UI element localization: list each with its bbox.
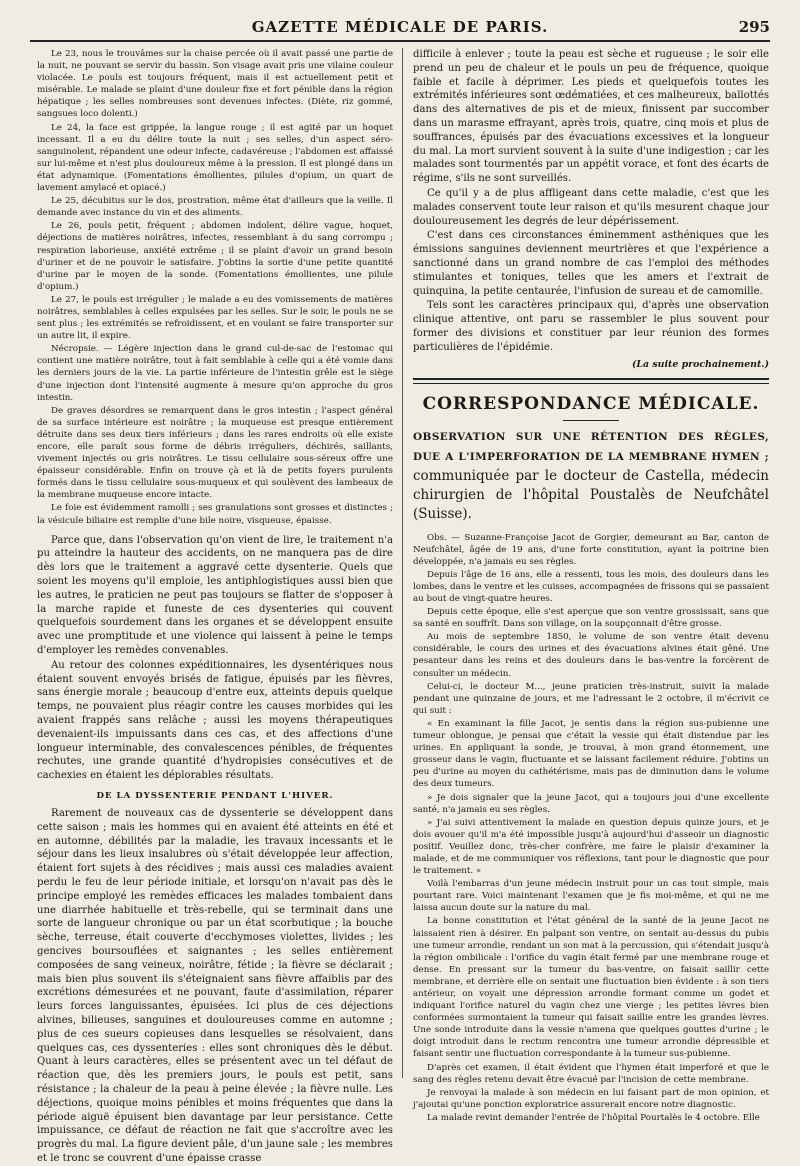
column-divider xyxy=(402,48,403,1078)
observation-paragraph: » Je dois signaler que la jeune Jacot, qui a toujours joui d'une excellente santé, n'a jamais eu ses règles. xyxy=(413,792,769,815)
observation-paragraph: La malade revint demander l'entrée de l'hôpital Pourtalès le 4 octobre. Elle xyxy=(427,1112,760,1123)
observation-paragraph: Obs. — Suzanne-Françoise Jacot de Gorgier, demeurant au Bar, canton de Neufchâtel, âgée de 19 ans, d'une forte constitution, ayant la poitrine bien développée, n'a jamais eu ses règles. xyxy=(413,532,769,567)
case-paragraph: Le foie est évidemment ramolli ; ses granulations sont grosses et distinctes ; la vésicule biliaire est remplie d'une bile noire, visqueuse, épaisse. xyxy=(37,503,393,526)
discussion-paragraph: Au retour des colonnes expéditionnaires, les dysentériques nous étaient souvent envoyés brisés de fatigue, épuisés par les fièvres, sans énergie morale ; beaucoup d'entre eux, atteints depuis quelque temps, ne pouvaient plus réagir contre les causes morbides qui les avaient frappés sans relâche ; aussi les moyens thérapeutiques devenaient-ils impuissants dans ces cas, et des affections d'une longueur interminable, des convalescences pénibles, de fréquentes rechutes, une grande quantité d'hydropisies consécutives et de cachexies en étaient les déplorables résultats. xyxy=(37,659,393,782)
section-heading: DE LA DYSSENTERIE PENDANT L'HIVER. xyxy=(96,791,334,801)
continuation-paragraph: Tels sont les caractères principaux qui, d'après une observation clinique attentive, ont paru se rassembler le plus souvent pour former des divisions et constituer par leur réunion des formes particulières de l'épidémie. xyxy=(413,300,769,353)
observation-title-rest: communiquée par le docteur de Castella, médecin chirurgien de l'hôpital Poustalès de Neufchâtel (Suisse). xyxy=(413,467,769,522)
observation-paragraph: Depuis l'âge de 16 ans, elle a ressenti, tous les mois, des douleurs dans les lombes, dans le ventre et les cuisses, accompagnées de frissons qui se passaient au bout de vingt-quatre heures. xyxy=(413,569,769,604)
continuation-paragraph: difficile à enlever ; toute la peau est sèche et rugueuse ; le soir elle prend un peu de chaleur et le pouls un peu de fréquence, quoique faible et facile à déprimer. Les pieds et quelquefois toutes les extrémités inférieures sont œdématiées, et ces malheureux, ballottés dans des alternatives de pis et de mieux, finissent par succomber dans un marasme effrayant, après trois, quatre, cinq mois et plus de souffrances, épuisés par des évacuations excessives et la longueur du mal. La mort survient souvent à la suite d'une indigestion ; car les malades sont tourmentés par un appétit vorace, et font des écarts de régime, s'ils ne sont surveillés. xyxy=(413,49,769,185)
continuation-paragraph: C'est dans ces circonstances éminemment asthéniques que les émissions sanguines deviennent meurtrières et que l'expérience a sanctionné dans un grand nombre de cas l'emploi des méthodes stimulantes et toniques, telles que les amers et l'extrait de quinquina, la petite centaurée, l'infusion de sureau et de camomille. xyxy=(413,230,769,297)
case-paragraph: De graves désordres se remarquent dans le gros intestin ; l'aspect général de sa surface intérieure est noirâtre ; la muqueuse est presque entièrement détruite dans ses deux tiers inférieurs ; dans les rares endroits où elle existe encore, elle paraît sous forme de débris irréguliers, déchirés, saillants, vivement injectés ou gris noirâtres. Le tissu cellulaire sous-séreux offre une épaisseur considérable. Enfin on trouve çà et là de petits foyers purulents formés dans le tissu cellulaire sous-muqueux et qui soulèvent des lambeaux de la membrane muqueuse encore intacte. xyxy=(37,405,393,501)
winter-paragraph: Rarement de nouveaux cas de dyssenterie se développent dans cette saison ; mais les hommes qui en avaient été atteints en été et en automne, débilités par la maladie, les travaux incessants et le séjour dans les lieux insalubres où s'était développée leur affection, étaient fort sujets à des récidives ; mais aussi ces maladies avaient perdu le feu de leur période initiale, et lorsqu'on n'avait pas dès le principe employé les remèdes efficaces les malades tombaient dans une diarrhée habituelle et très-rebelle, qui se terminait dans une sorte de langueur chronique ou par un état scorbutique ; la bouche sèche, terreuse, était couverte d'ecchymoses violettes, livides ; les gencives boursouflées et saignantes ; les selles entièrement composées de sang veineux, noirâtre, fétide ; la fièvre se déclarait ; mais bien plus souvent ils s'éteignaient sans fièvre affaiblis par des excrétions démesurées et ne pouvant, faute d'assimilation, réparer leurs forces languissantes, épuisées. Ici plus de ces déjections alvines, bilieuses, sanguines et douloureuses comme en automne ; plus de ces sueurs copieuses dans lesquelles se résolvaient, dans quelques cas, ces dyssenteries : elles sont chroniques dès le début. Quant à leurs caractères, elles se présentent avec un tel défaut de réaction que, dès les premiers jours, le pouls est petit, sans résistance ; la chaleur de la peau à peine élevée ; la fièvre nulle. Les déjections, quoique moins pénibles et moins fréquentes que dans la période aiguë épuisent bien davantage par leur persistance. Cette impuissance, ce défaut de réaction ne fait que s'accroître avec les progrès du mal. La figure devient pâle, d'un jaune sale ; les membres et le tronc se couvrent d'une épaisse crasse xyxy=(37,808,393,1164)
left-column xyxy=(37,48,393,1164)
correspondence-heading: CORRESPONDANCE MÉDICALE. xyxy=(422,393,760,414)
observation-paragraph: Au mois de septembre 1850, le volume de son ventre était devenu considérable, le cours des urines et des évacuations alvines était gêné. Une pesanteur dans les reins et des douleurs dans le bas-ventre la forcèrent de consulter un médecin. xyxy=(413,632,769,679)
observation-title-caps: OBSERVATION SUR UNE RÉTENTION DES RÈGLES, DUE A L'IMPERFORATION DE LA MEMBRANE HYMEN ; xyxy=(413,430,769,463)
case-paragraph: Le 23, nous le trouvâmes sur la chaise percée où il avait passé une partie de la nuit, ne pouvant se servir du bassin. Son visage avait pris une vilaine couleur violacée. Le pouls est toujours fréquent, mais il est actuellement petit et misérable. Le malade se plaint d'une douleur fixe et fort pénible dans la région hépatique ; les selles nombreuses sont devenues infectes. (Diète, riz gommé, sangsues loco dolenti.) xyxy=(37,49,393,120)
observation-paragraph: « En examinant la fille Jacot, je sentis dans la région sus-pubienne une tumeur oblongue, je pensai que c'était la vessie qui était distendue par les urines. En appliquant la sonde, je trouvai, à mon grand étonnement, une grosseur dans le vagin, fluctuante et se laissant facilement réduire. J'obtins un peu d'urine au moyen du cathétérisme, mais pas de diminution dans le volume des deux tumeurs. xyxy=(413,718,769,790)
case-paragraph: Le 27, le pouls est irrégulier ; le malade a eu des vomissements de matières noirâtres, semblables à celles expulsées par les selles. Sur le soir, le pouls ne se sent plus ; les extrémités se refroidissent, et en voulant se faire transporter sur un autre lit, il expire. xyxy=(37,294,393,342)
observation-paragraph: » J'ai suivi attentivement la malade en question depuis quinze jours, et je dois avouer qu'il m'a été impossible jusqu'à aujourd'hui d'asseoir un diagnostic positif. Veuillez donc, très-cher confrère, me faire le plaisir d'examiner la malade, et de me communiquer vos réflexions, tant pour le diagnostic que pour le traitement. » xyxy=(413,817,769,877)
case-paragraph: Le 25, décubitus sur le dos, prostration, même état d'ailleurs que la veille. Il demande avec instance du vin et des aliments. xyxy=(37,196,393,219)
necropsy-paragraph: Nécropsie. — Légère injection dans le grand cul-de-sac de l'estomac qui contient une matière noirâtre, tout à fait semblable à celle qui a été vomie dans les derniers jours de la vie. La partie inférieure de l'intestin grêle est le siège d'une injection dont l'intensité augmente à mesure qu'on approche du gros intestin. xyxy=(37,344,393,403)
discussion-paragraph: Parce que, dans l'observation qu'on vient de lire, le traitement n'a pu atteindre la hauteur des accidents, on ne manquera pas de dire dès lors que le traitement a aggravé cette dysenterie. Quels que soient les moyens qu'il emploie, les antiphlogistiques aussi bien que les autres, le praticien ne peut pas toujours se flatter de s'opposer à la marche rapide et funeste de ces dysenteries qui couvent quelquefois sourdement dans les organes et se développent ensuite avec une promptitude et une violence qui laissent à peine le temps d'employer les remèdes convenables. xyxy=(37,534,393,657)
section-rule xyxy=(413,378,769,384)
heading-underline xyxy=(563,420,619,421)
continuation-paragraph: Ce qu'il y a de plus affligeant dans cette maladie, c'est que les malades conservent toute leur raison et qu'ils mesurent chaque jour douloureusement les degrés de leur dépérissement. xyxy=(413,187,769,227)
observation-paragraph: La bonne constitution et l'état général de la santé de la jeune Jacot ne laissaient rien à désirer. En palpant son ventre, on sentait au-dessus du pubis une tumeur arrondie, rendant un son mat à la percussion, qui s'étendait jusqu'à la région ombilicale : l'orifice du vagin était fermé par une membrane rouge et dense. En pressant sur la tumeur du bas-ventre, on faisait saillir cette membrane, et derrière elle on sentait une fluctuation bien évidente : à son tiers antérieur, on voyait une dépression arrondie formant comme un godet et indiquant l'orifice naturel du vagin chez une vierge ; les petites lèvres bien conformées surmontaient la tumeur qui faisait saillie entre les grandes lèvres. Une sonde introduite dans la vessie n'amena que quelques gouttes d'urine ; le doigt introduit dans le rectum rencontra une tumeur arrondie dépressible et faisant sentir une fluctuation correspondante à la tumeur sus-pubienne. xyxy=(413,916,769,1060)
observation-paragraph: Voilà l'embarras d'un jeune médecin instruit pour un cas tout simple, mais pourtant rare. Voici maintenant l'examen que je fis moi-même, et qui ne me laissa aucun doute sur la nature du mal. xyxy=(413,879,769,914)
running-title: GAZETTE MÉDICALE DE PARIS. xyxy=(251,18,549,36)
to-be-continued: (La suite prochainement.) xyxy=(632,358,769,370)
observation-paragraph: Je renvoyai la malade à son médecin en lui faisant part de mon opinion, et j'ajoutai qu'une ponction exploratrice assurerait encore notre diagnostic. xyxy=(413,1087,769,1110)
page-number: 295 xyxy=(738,18,770,36)
case-paragraph: Le 26, pouls petit, fréquent ; abdomen indolent, délire vague, hoquet, déjections de matières noirâtres, infectes, ressemblant à du sang corrompu ; respiration laborieuse, anxiété extrême ; il se plaint d'avoir un grand besoin d'uriner et de ne pouvoir le satisfaire. J'obtins la sortie d'une petite quantité d'urine par le moyen de la sonde. (Fomentations émollientes, une pilule d'opium.) xyxy=(37,221,393,292)
observation-paragraph: Celui-ci, le docteur M..., jeune praticien très-instruit, suivit la malade pendant une quinzaine de jours, et me l'adressant le 2 octobre, il m'écrivit ce qui suit : xyxy=(413,681,769,716)
observation-title xyxy=(413,427,769,524)
page-header xyxy=(30,14,770,42)
right-column xyxy=(413,48,769,1123)
observation-paragraph: D'après cet examen, il était évident que l'hymen était imperforé et que le sang des règles retenu devait être évacué par l'incision de cette membrane. xyxy=(413,1062,769,1085)
case-paragraph: Le 24, la face est grippée, la langue rouge ; il est agité par un hoquet incessant. Il a eu du délire toute la nuit ; ses selles, d'un aspect séro-sanguinolent, répandent une odeur infecte, cadavéreuse ; l'abdomen est affaissé sur lui-même et n'est plus douloureux même à la pression. Il est plongé dans un état adynamique. (Fomentations émollientes, pilules d'opium, un quart de lavement amylacé et opiacé.) xyxy=(37,122,393,194)
observation-paragraph: Depuis cette époque, elle s'est aperçue que son ventre grossissait, sans que sa santé en souffrît. Dans son village, on la soupçonnait d'être grosse. xyxy=(413,607,769,630)
